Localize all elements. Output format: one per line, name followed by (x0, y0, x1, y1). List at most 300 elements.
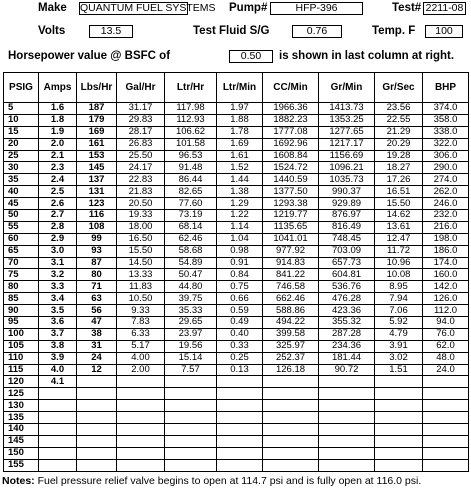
cell-gr-min: 816.49 (319, 221, 375, 233)
cell-cc-min: 1440.59 (263, 174, 319, 186)
cell-ltr-hr (165, 388, 217, 400)
cell-cc-min: 126.18 (263, 364, 319, 376)
table-row (4, 257, 469, 269)
volts-label: Volts (38, 25, 66, 37)
cell-psig: 60 (4, 233, 39, 245)
cell-psig: 70 (4, 257, 39, 269)
cell-gr-min (319, 388, 375, 400)
cell-amps: 1.8 (39, 114, 77, 126)
cell-gr-sec: 7.94 (375, 293, 423, 305)
cell-ltr-min: 1.69 (217, 138, 263, 150)
cell-cc-min: 1219.77 (263, 210, 319, 222)
cell-ltr-min: 1.29 (217, 198, 263, 210)
cell-bhp: 306.0 (423, 150, 469, 162)
table-row (4, 281, 469, 293)
cell-bhp: 76.0 (423, 328, 469, 340)
cell-bhp: 246.0 (423, 198, 469, 210)
cell-cc-min (263, 424, 319, 436)
cell-cc-min: 1135.65 (263, 221, 319, 233)
cell-ltr-min: 0.91 (217, 257, 263, 269)
table-row (4, 376, 469, 388)
cell-bhp: 142.0 (423, 281, 469, 293)
cell-bhp (423, 459, 469, 471)
cell-psig: 145 (4, 435, 39, 447)
cell-lbs-hr: 108 (77, 221, 117, 233)
table-row (4, 424, 469, 436)
cell-gal-hr: 2.00 (117, 364, 165, 376)
cell-gal-hr (117, 447, 165, 459)
cell-psig: 90 (4, 305, 39, 317)
cell-gal-hr: 7.83 (117, 317, 165, 329)
cell-gal-hr: 11.83 (117, 281, 165, 293)
cell-lbs-hr: 131 (77, 186, 117, 198)
cell-gal-hr: 6.33 (117, 328, 165, 340)
cell-gr-sec (375, 447, 423, 459)
cell-gal-hr: 26.83 (117, 138, 165, 150)
cell-cc-min (263, 459, 319, 471)
cell-ltr-min: 1.97 (217, 103, 263, 115)
table-row (4, 126, 469, 138)
cell-gal-hr: 20.50 (117, 198, 165, 210)
cell-gr-min: 1217.17 (319, 138, 375, 150)
cell-bhp: 338.0 (423, 126, 469, 138)
cell-lbs-hr: 153 (77, 150, 117, 162)
cell-ltr-hr (165, 412, 217, 424)
cell-gr-sec: 17.26 (375, 174, 423, 186)
cell-gr-min (319, 447, 375, 459)
cell-cc-min: 1524.72 (263, 162, 319, 174)
cell-lbs-hr: 169 (77, 126, 117, 138)
cell-bhp: 126.0 (423, 293, 469, 305)
cell-psig: 135 (4, 412, 39, 424)
cell-gr-sec: 13.61 (375, 221, 423, 233)
cell-amps (39, 412, 77, 424)
cell-gr-sec: 15.50 (375, 198, 423, 210)
col-header-ltr-hr: Ltr/Hr (165, 73, 217, 103)
cell-gal-hr: 16.50 (117, 233, 165, 245)
cell-gr-sec: 22.55 (375, 114, 423, 126)
cell-ltr-hr: 44.80 (165, 281, 217, 293)
cell-amps: 3.1 (39, 257, 77, 269)
make-field: QUANTUM FUEL SYSTEMS (80, 2, 216, 14)
cell-ltr-min: 0.84 (217, 269, 263, 281)
cell-cc-min: 252.37 (263, 352, 319, 364)
cell-gr-sec: 5.92 (375, 317, 423, 329)
cell-gr-sec: 11.72 (375, 245, 423, 257)
cell-gal-hr: 25.50 (117, 150, 165, 162)
cell-ltr-hr: 29.65 (165, 317, 217, 329)
cell-gr-min (319, 459, 375, 471)
cell-lbs-hr: 93 (77, 245, 117, 257)
cell-gr-min: 1413.73 (319, 103, 375, 115)
horsepower-label: Horsepower value @ BSFC of (8, 50, 171, 62)
cell-ltr-min: 1.38 (217, 186, 263, 198)
cell-gal-hr: 22.83 (117, 174, 165, 186)
cell-ltr-hr: 54.89 (165, 257, 217, 269)
cell-psig: 95 (4, 317, 39, 329)
cell-amps: 2.1 (39, 150, 77, 162)
cell-lbs-hr: 87 (77, 257, 117, 269)
cell-bhp: 322.0 (423, 138, 469, 150)
cell-ltr-hr: 58.68 (165, 245, 217, 257)
table-header-row (4, 73, 469, 103)
cell-amps (39, 388, 77, 400)
cell-gr-min: 1277.65 (319, 126, 375, 138)
cell-gr-min (319, 424, 375, 436)
cell-gr-min: 703.09 (319, 245, 375, 257)
cell-psig: 25 (4, 150, 39, 162)
cell-bhp: 358.0 (423, 114, 469, 126)
test-fluid-label: Test Fluid S/G (193, 25, 270, 37)
cell-lbs-hr (77, 447, 117, 459)
cell-ltr-hr: 117.98 (165, 103, 217, 115)
cell-amps (39, 435, 77, 447)
cell-cc-min: 1041.01 (263, 233, 319, 245)
col-header-gr-sec: Gr/Sec (375, 73, 423, 103)
cell-gr-sec (375, 412, 423, 424)
cell-cc-min: 746.58 (263, 281, 319, 293)
cell-ltr-hr (165, 459, 217, 471)
cell-gr-sec: 1.51 (375, 364, 423, 376)
cell-amps: 2.0 (39, 138, 77, 150)
cell-cc-min: 1692.96 (263, 138, 319, 150)
cell-ltr-min (217, 400, 263, 412)
cell-psig: 65 (4, 245, 39, 257)
cell-gr-sec (375, 435, 423, 447)
cell-psig: 100 (4, 328, 39, 340)
table-row (4, 328, 469, 340)
cell-ltr-hr: 101.58 (165, 138, 217, 150)
cell-gr-sec (375, 459, 423, 471)
table-row (4, 447, 469, 459)
cell-gr-min (319, 412, 375, 424)
pump-label: Pump# (229, 2, 268, 14)
cell-psig: 120 (4, 376, 39, 388)
cell-gr-min: 234.36 (319, 340, 375, 352)
cell-ltr-hr: 82.65 (165, 186, 217, 198)
cell-ltr-hr (165, 447, 217, 459)
cell-gr-sec: 3.91 (375, 340, 423, 352)
table-row (4, 150, 469, 162)
cell-gal-hr (117, 459, 165, 471)
cell-psig: 5 (4, 103, 39, 115)
notes (2, 475, 421, 487)
cell-cc-min: 1293.38 (263, 198, 319, 210)
table-row (4, 400, 469, 412)
cell-cc-min: 977.92 (263, 245, 319, 257)
cell-ltr-min (217, 376, 263, 388)
cell-gr-min: 657.73 (319, 257, 375, 269)
cell-ltr-min: 0.13 (217, 364, 263, 376)
cell-gr-min (319, 435, 375, 447)
cell-bhp (423, 424, 469, 436)
table-row (4, 114, 469, 126)
cell-ltr-min (217, 424, 263, 436)
table-row (4, 103, 469, 115)
bsfc-field: 0.50 (229, 50, 273, 63)
cell-lbs-hr: 123 (77, 198, 117, 210)
cell-gr-sec: 18.27 (375, 162, 423, 174)
cell-ltr-min: 0.25 (217, 352, 263, 364)
cell-gal-hr: 14.50 (117, 257, 165, 269)
cell-amps (39, 400, 77, 412)
cell-psig: 155 (4, 459, 39, 471)
cell-amps: 1.9 (39, 126, 77, 138)
test-fluid-field: 0.76 (292, 25, 342, 38)
cell-bhp (423, 400, 469, 412)
cell-lbs-hr: 161 (77, 138, 117, 150)
cell-amps: 3.7 (39, 328, 77, 340)
cell-psig: 55 (4, 221, 39, 233)
cell-gal-hr: 31.17 (117, 103, 165, 115)
cell-gr-min: 748.45 (319, 233, 375, 245)
col-header-amps: Amps (39, 73, 77, 103)
cell-psig: 20 (4, 138, 39, 150)
cell-ltr-min: 1.78 (217, 126, 263, 138)
cell-gal-hr: 4.00 (117, 352, 165, 364)
cell-lbs-hr (77, 435, 117, 447)
col-header-bhp: BHP (423, 73, 469, 103)
cell-cc-min: 1608.84 (263, 150, 319, 162)
table-row (4, 364, 469, 376)
cell-ltr-hr: 23.97 (165, 328, 217, 340)
notes-label: Notes: (2, 475, 35, 487)
cell-bhp: 62.0 (423, 340, 469, 352)
cell-gal-hr (117, 400, 165, 412)
cell-gr-min: 1156.69 (319, 150, 375, 162)
cell-gr-min: 423.36 (319, 305, 375, 317)
cell-amps (39, 424, 77, 436)
volts-field: 13.5 (89, 25, 133, 38)
cell-cc-min: 1777.08 (263, 126, 319, 138)
cell-cc-min: 325.97 (263, 340, 319, 352)
cell-psig: 10 (4, 114, 39, 126)
cell-ltr-hr: 73.19 (165, 210, 217, 222)
cell-gr-sec: 23.56 (375, 103, 423, 115)
col-header-cc-min: CC/Min (263, 73, 319, 103)
cell-ltr-hr: 35.33 (165, 305, 217, 317)
test-label: Test# (392, 2, 422, 14)
cell-bhp (423, 388, 469, 400)
cell-ltr-hr (165, 435, 217, 447)
cell-gal-hr: 10.50 (117, 293, 165, 305)
cell-gal-hr (117, 388, 165, 400)
cell-gr-sec: 10.96 (375, 257, 423, 269)
cell-ltr-min: 0.40 (217, 328, 263, 340)
table-row (4, 162, 469, 174)
cell-amps: 2.7 (39, 210, 77, 222)
cell-bhp: 94.0 (423, 317, 469, 329)
cell-amps: 2.8 (39, 221, 77, 233)
cell-gr-min: 287.28 (319, 328, 375, 340)
table-row (4, 269, 469, 281)
cell-gal-hr: 5.17 (117, 340, 165, 352)
cell-psig: 30 (4, 162, 39, 174)
table-row (4, 198, 469, 210)
cell-lbs-hr (77, 424, 117, 436)
temp-label: Temp. F (372, 25, 416, 37)
cell-gr-sec (375, 400, 423, 412)
cell-gr-min (319, 376, 375, 388)
cell-ltr-min: 1.52 (217, 162, 263, 174)
table-row (4, 305, 469, 317)
cell-ltr-min: 0.66 (217, 293, 263, 305)
cell-gal-hr (117, 376, 165, 388)
cell-ltr-hr: 112.93 (165, 114, 217, 126)
cell-ltr-min: 1.04 (217, 233, 263, 245)
cell-amps: 3.4 (39, 293, 77, 305)
cell-gr-sec: 16.51 (375, 186, 423, 198)
cell-gr-sec (375, 376, 423, 388)
cell-ltr-min: 0.98 (217, 245, 263, 257)
cell-ltr-hr (165, 424, 217, 436)
cell-gr-sec: 21.29 (375, 126, 423, 138)
pump-field: HFP-396 (270, 2, 363, 15)
cell-bhp: 274.0 (423, 174, 469, 186)
cell-amps: 4.1 (39, 376, 77, 388)
cell-lbs-hr (77, 400, 117, 412)
cell-psig: 80 (4, 281, 39, 293)
cell-amps: 2.5 (39, 186, 77, 198)
cell-gal-hr: 19.33 (117, 210, 165, 222)
cell-psig: 45 (4, 198, 39, 210)
cell-cc-min: 1882.23 (263, 114, 319, 126)
cell-cc-min: 588.86 (263, 305, 319, 317)
table-row (4, 293, 469, 305)
cell-gr-min: 604.81 (319, 269, 375, 281)
cell-cc-min: 1966.36 (263, 103, 319, 115)
cell-ltr-min (217, 435, 263, 447)
cell-cc-min (263, 412, 319, 424)
cell-bhp: 232.0 (423, 210, 469, 222)
cell-psig: 75 (4, 269, 39, 281)
cell-gal-hr: 18.00 (117, 221, 165, 233)
cell-amps: 4.0 (39, 364, 77, 376)
cell-gal-hr: 13.33 (117, 269, 165, 281)
cell-lbs-hr: 24 (77, 352, 117, 364)
cell-psig: 50 (4, 210, 39, 222)
cell-lbs-hr: 56 (77, 305, 117, 317)
cell-ltr-hr: 62.46 (165, 233, 217, 245)
cell-gal-hr: 9.33 (117, 305, 165, 317)
cell-gr-sec: 3.02 (375, 352, 423, 364)
cell-psig: 85 (4, 293, 39, 305)
cell-ltr-hr: 106.62 (165, 126, 217, 138)
cell-gr-sec: 10.08 (375, 269, 423, 281)
cell-amps: 3.0 (39, 245, 77, 257)
cell-gal-hr (117, 412, 165, 424)
cell-lbs-hr (77, 412, 117, 424)
cell-cc-min (263, 376, 319, 388)
cell-lbs-hr: 38 (77, 328, 117, 340)
cell-gr-sec (375, 388, 423, 400)
table-row (4, 245, 469, 257)
col-header-psig: PSIG (4, 73, 39, 103)
cell-ltr-min: 0.33 (217, 340, 263, 352)
cell-gr-min: 90.72 (319, 364, 375, 376)
notes-text: Fuel pressure relief valve begins to open at 114.7 psi and is fully open at 116.0 psi. (37, 475, 422, 487)
cell-amps (39, 447, 77, 459)
cell-ltr-min (217, 412, 263, 424)
cell-psig: 105 (4, 340, 39, 352)
cell-amps: 1.6 (39, 103, 77, 115)
col-header-gr-min: Gr/Min (319, 73, 375, 103)
cell-psig: 40 (4, 186, 39, 198)
cell-bhp: 374.0 (423, 103, 469, 115)
col-header-lbs-hr: Lbs/Hr (77, 73, 117, 103)
cell-ltr-hr: 39.75 (165, 293, 217, 305)
table-row (4, 186, 469, 198)
cell-bhp (423, 435, 469, 447)
cell-ltr-hr: 7.57 (165, 364, 217, 376)
cell-cc-min (263, 447, 319, 459)
cell-lbs-hr (77, 388, 117, 400)
cell-cc-min (263, 388, 319, 400)
cell-amps (39, 459, 77, 471)
cell-cc-min: 399.58 (263, 328, 319, 340)
table-row (4, 412, 469, 424)
cell-lbs-hr: 31 (77, 340, 117, 352)
cell-gr-min: 536.76 (319, 281, 375, 293)
cell-gr-min: 181.44 (319, 352, 375, 364)
cell-bhp: 262.0 (423, 186, 469, 198)
cell-psig: 125 (4, 388, 39, 400)
cell-gal-hr: 29.83 (117, 114, 165, 126)
cell-lbs-hr (77, 459, 117, 471)
table-row (4, 317, 469, 329)
cell-bhp: 186.0 (423, 245, 469, 257)
cell-ltr-min: 1.88 (217, 114, 263, 126)
cell-psig: 150 (4, 447, 39, 459)
cell-cc-min: 1377.50 (263, 186, 319, 198)
cell-gr-min: 1096.21 (319, 162, 375, 174)
cell-lbs-hr: 179 (77, 114, 117, 126)
cell-ltr-min: 1.61 (217, 150, 263, 162)
col-header-gal-hr: Gal/Hr (117, 73, 165, 103)
cell-gr-sec: 19.28 (375, 150, 423, 162)
cell-bhp: 198.0 (423, 233, 469, 245)
cell-ltr-hr (165, 400, 217, 412)
cell-ltr-min: 1.14 (217, 221, 263, 233)
cell-amps: 2.3 (39, 162, 77, 174)
cell-lbs-hr: 145 (77, 162, 117, 174)
cell-gal-hr (117, 435, 165, 447)
table-row (4, 233, 469, 245)
cell-ltr-hr: 19.56 (165, 340, 217, 352)
cell-psig: 140 (4, 424, 39, 436)
cell-gr-min: 1035.73 (319, 174, 375, 186)
cell-ltr-min (217, 459, 263, 471)
cell-ltr-min (217, 388, 263, 400)
cell-ltr-hr: 86.44 (165, 174, 217, 186)
cell-amps: 2.9 (39, 233, 77, 245)
cell-ltr-min (217, 447, 263, 459)
cell-lbs-hr: 63 (77, 293, 117, 305)
cell-amps: 2.4 (39, 174, 77, 186)
cell-lbs-hr: 137 (77, 174, 117, 186)
cell-gr-min: 990.37 (319, 186, 375, 198)
cell-amps: 2.6 (39, 198, 77, 210)
cell-bhp: 216.0 (423, 221, 469, 233)
cell-bhp: 24.0 (423, 364, 469, 376)
table-row (4, 352, 469, 364)
cell-bhp (423, 376, 469, 388)
cell-psig: 110 (4, 352, 39, 364)
cell-psig: 35 (4, 174, 39, 186)
cell-ltr-min: 0.59 (217, 305, 263, 317)
cell-ltr-hr: 77.60 (165, 198, 217, 210)
cell-ltr-hr: 15.14 (165, 352, 217, 364)
